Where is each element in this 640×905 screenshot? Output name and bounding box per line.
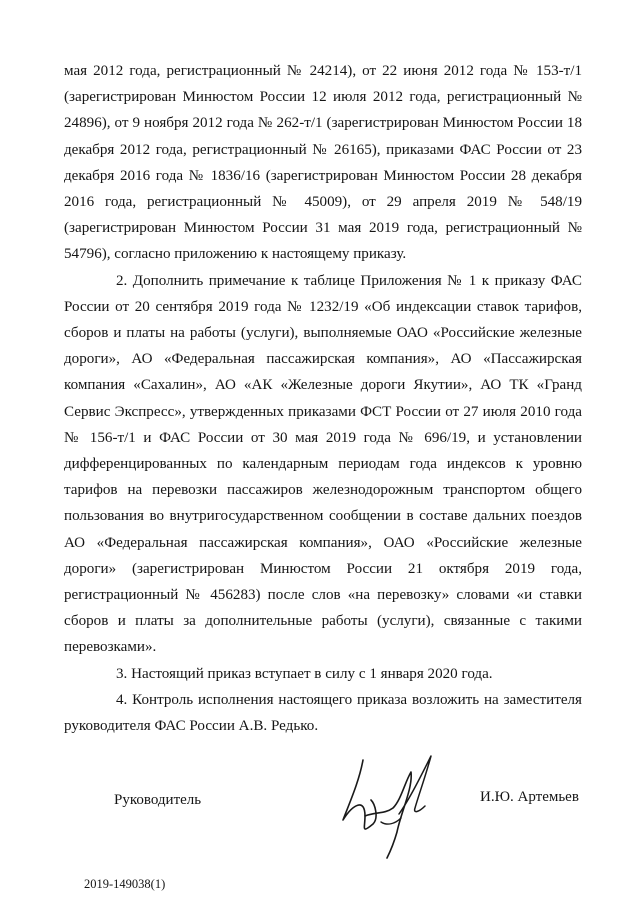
handwritten-signature <box>335 742 445 860</box>
paragraph-3: 3. Настоящий приказ вступает в силу с 1 января 2020 года. <box>116 665 493 682</box>
signatory-title: Руководитель <box>114 792 202 808</box>
document-body <box>64 58 582 739</box>
signatory-name: И.Ю. Артемьев <box>480 789 579 805</box>
document-number: 2019-149038(1) <box>84 877 166 891</box>
paragraph-1-continuation: мая 2012 года, регистрационный № 24214), от 22 июня 2012 года № 153-т/1 (зарегистрирован Минюстом России 12 июля 2012 года, регистрационный № 24896), от 9 ноября 2012 года № 262-т/1 (зарегистрирован Минюстом России 18 декабря 2012 года, регистрационный № 26165), приказами ФАС России от 23 декабря 2016 года № 1836/16 (зарегистрирован Минюстом России 28 декабря 2016 года, регистрационный № 45009), от 29 апреля 2019 № 548/19 (зарегистрирован Минюстом России 31 мая 2019 года, регистрационный № 54796), согласно приложению к настоящему приказу. <box>64 63 582 263</box>
paragraph-2: 2. Дополнить примечание к таблице Приложения № 1 к приказу ФАС России от 20 сентября 2019 года № 1232/19 «Об индексации ставок тарифов, сборов и платы на работы (услуги), выполняемые ОАО «Российские железные дороги», АО «Федеральная пассажирская компания», АО «Пассажирская компания «Сахалин», АО «АК «Железные дороги Якутии», АО ТК «Гранд Сервис Экспресс», утвержденных приказами ФСТ России от 27 июля 2010 года № 156-т/1 и ФАС России от 30 мая 2019 года № 696/19, и установлении дифференцированных по календарным периодам года индексов к уровню тарифов на перевозки пассажиров железнодорожным транспортом общего пользования во внутригосударственном сообщении в составе дальних поездов АО «Федеральная пассажирская компания», ОАО «Российские железные дороги» (зарегистрирован Минюстом России 21 октября 2019 года, регистрационный № 456283) после слов «на перевозку» словами «и ставки сборов и платы за дополнительные работы (услуги), связанные с такими перевозками». <box>64 272 582 656</box>
paragraph-4: 4. Контроль исполнения настоящего приказа возложить на заместителя руководителя ФАС России А.В. Редько. <box>64 691 582 735</box>
